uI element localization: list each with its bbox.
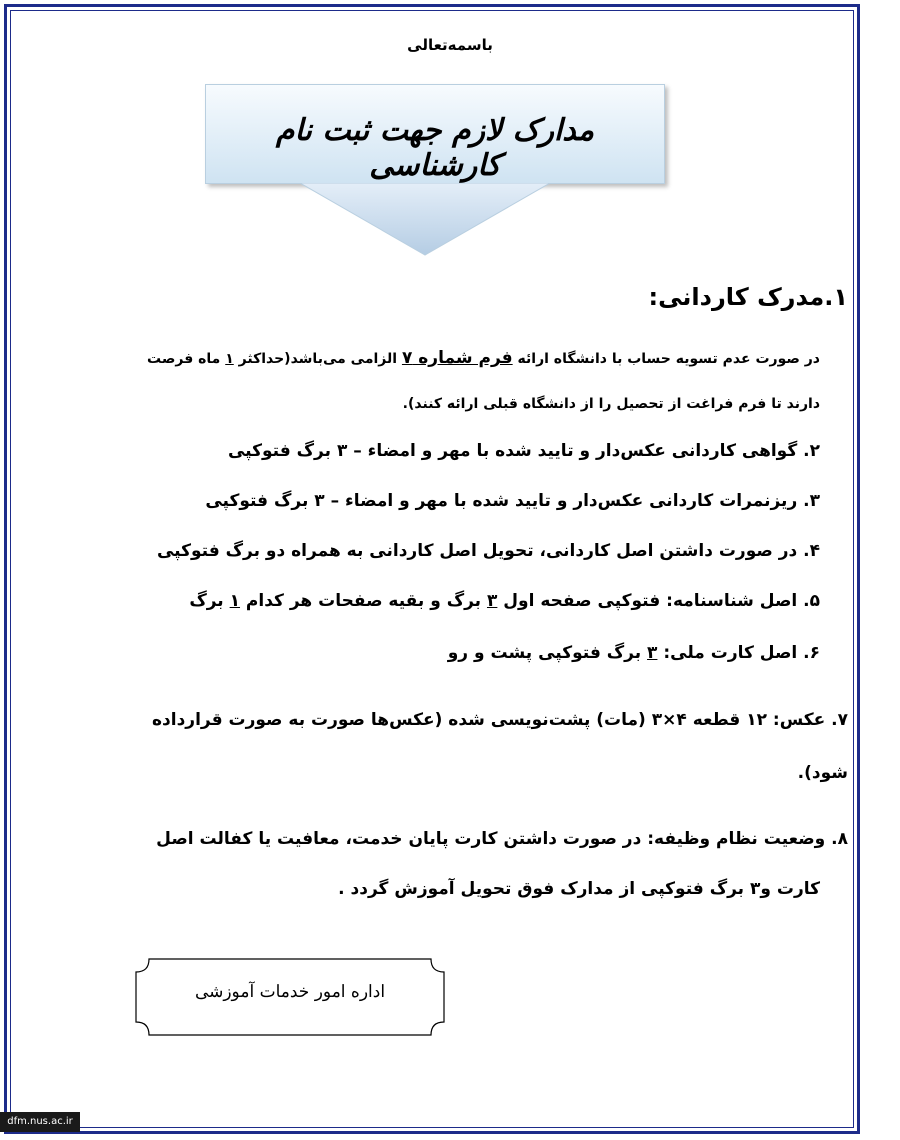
- list-item-2: ۲. گواهی کاردانی عکس‌دار و تایید شده با مهر و امضاء – ۳ برگ فتوکپی: [227, 441, 820, 461]
- site-badge[interactable]: dfm.nus.ac.ir: [0, 1112, 80, 1132]
- item-text: ۵. اصل شناسنامه: فتوکپی صفحه اول: [497, 591, 820, 611]
- item-text: برگ فتوکپی پشت و رو: [447, 643, 648, 663]
- list-item-8-line-2: کارت و۳ برگ فتوکپی از مدارک فوق تحویل آموزش گردد .: [338, 879, 820, 899]
- document-title: مدارک لازم جهت ثبت نام کارشناسی: [275, 113, 595, 183]
- office-label: اداره امور خدمات آموزشی: [194, 982, 386, 1002]
- item-text: برگ: [189, 591, 230, 611]
- section-paragraph-line-2: دارند تا فرم فراغت از تحصیل را از دانشگاه قبلی ارائه کنند).: [402, 396, 820, 412]
- list-item-6: [20, 643, 820, 663]
- list-item-7-line-2: شود).: [797, 763, 848, 783]
- para-text: در صورت عدم تسویه حساب با دانشگاه ارائه: [512, 351, 820, 367]
- down-arrow-icon: [300, 183, 550, 258]
- section-heading: ۱.مدرک کاردانی:: [648, 283, 848, 311]
- basmala-text: باسمه‌تعالی: [407, 36, 493, 54]
- item-text: برگ و بقیه صفحات هر کدام: [240, 591, 487, 611]
- item-number: ۳: [647, 643, 658, 663]
- para-text: الزامی می‌باشد(حداکثر: [233, 351, 402, 367]
- title-banner: [205, 84, 665, 184]
- list-item-8-line-1: ۸. وضعیت نظام وظیفه: در صورت داشتن کارت پایان خدمت، معافیت یا کفالت اصل: [156, 829, 848, 849]
- item-number: ۱: [229, 591, 241, 611]
- para-text: ماه فرصت: [147, 351, 226, 367]
- section-paragraph-line-1: [20, 348, 820, 368]
- item-number: ۳: [486, 591, 498, 611]
- list-item-4: ۴. در صورت داشتن اصل کاردانی، تحویل اصل کاردانی به همراه دو برگ فتوکپی: [156, 541, 820, 561]
- para-number: ۱: [225, 351, 234, 367]
- item-text: ۶. اصل کارت ملی:: [657, 643, 820, 663]
- list-item-3: ۳. ریزنمرات کاردانی عکس‌دار و تایید شده با مهر و امضاء – ۳ برگ فتوکپی: [205, 491, 820, 511]
- list-item-7-line-1: ۷. عکس: ۱۲ قطعه ۴×۳ (مات) پشت‌نویسی شده (عکس‌ها صورت به صورت قرارداده: [151, 710, 848, 730]
- form-number-highlight: فرم شماره ۷: [401, 348, 513, 368]
- list-item-5: [20, 591, 820, 611]
